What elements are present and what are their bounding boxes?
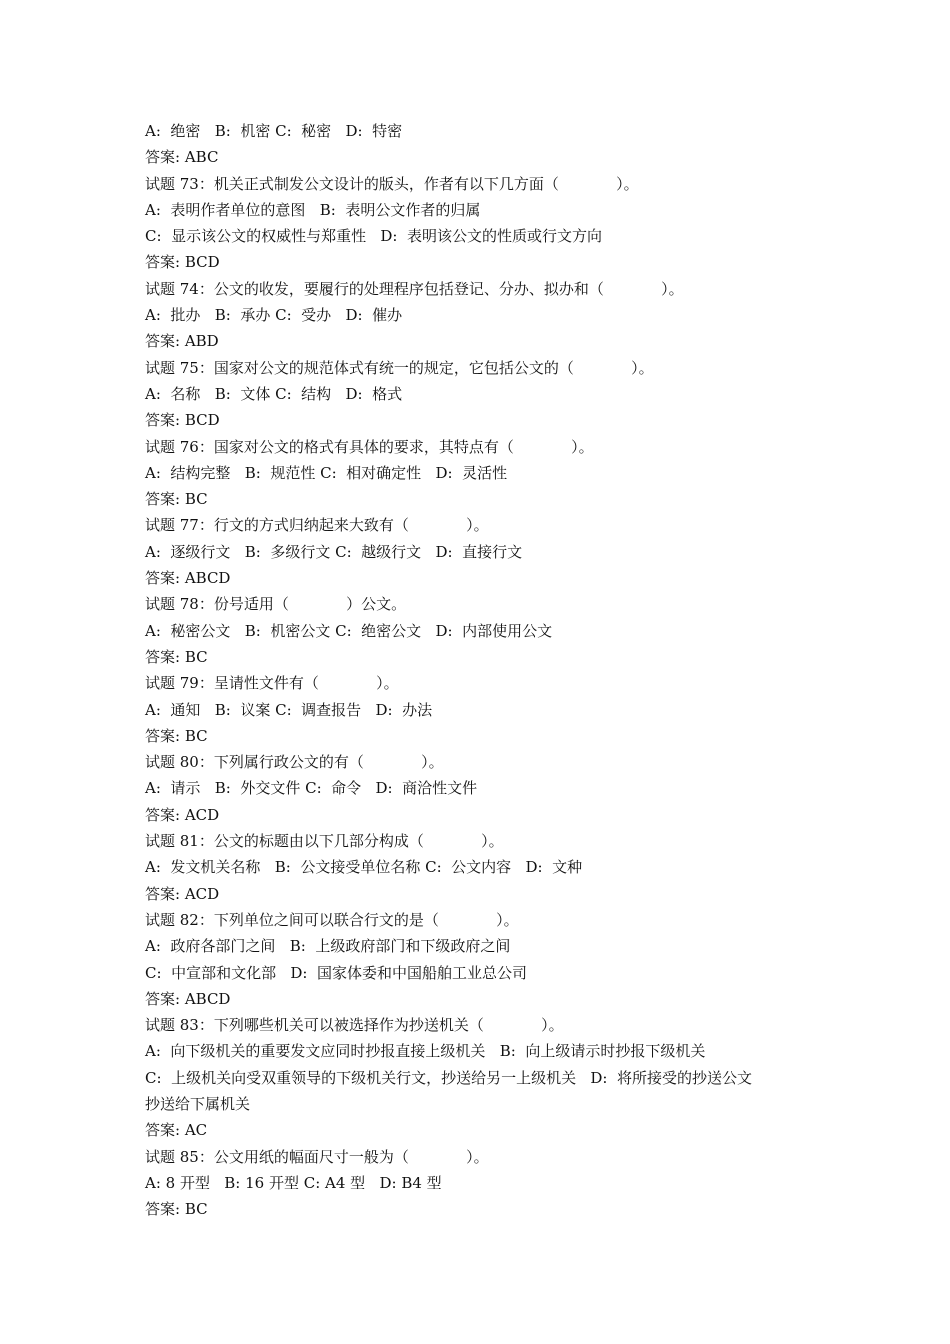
q76-answer: 答案: BC bbox=[145, 490, 208, 509]
q85-options: A: 8 开型 B: 16 开型 C: A4 型 D: B4 型 bbox=[145, 1173, 442, 1192]
q75-options: A: 名称 B: 文体 C: 结构 D: 格式 bbox=[145, 384, 403, 403]
q79-answer: 答案: BC bbox=[145, 726, 208, 745]
q82-options-cd: C: 中宣部和文化部 D: 国家体委和中国船舶工业总公司 bbox=[145, 963, 527, 982]
q74-question: 试题 74：公文的收发，要履行的处理程序包括登记、分办、拟办和（ ）。 bbox=[145, 279, 684, 298]
document-page bbox=[145, 118, 825, 1222]
q81-options: A: 发文机关名称 B: 公文接受单位名称 C: 公文内容 D: 文种 bbox=[145, 858, 583, 877]
q83-answer: 答案: AC bbox=[145, 1121, 208, 1140]
q73-question: 试题 73：机关正式制发公文设计的版头，作者有以下几方面（ ）。 bbox=[145, 174, 639, 193]
q80-options: A: 请示 B: 外交文件 C: 命令 D: 商洽性文件 bbox=[145, 779, 478, 798]
q78-answer: 答案: BC bbox=[145, 647, 208, 666]
q74-options: A: 批办 B: 承办 C: 受办 D: 催办 bbox=[145, 306, 403, 325]
q73-options-cd: C: 显示该公文的权威性与郑重性 D: 表明该公文的性质或行文方向 bbox=[145, 227, 602, 246]
q77-question: 试题 77：行文的方式归纳起来大致有（ ）。 bbox=[145, 516, 489, 535]
q72-answer: 答案: ABC bbox=[145, 148, 219, 167]
q83-options-ab: A: 向下级机关的重要发文应同时抄报直接上级机关 B: 向上级请示时抄报下级机关 bbox=[145, 1042, 706, 1061]
q78-options: A: 秘密公文 B: 机密公文 C: 绝密公文 D: 内部使用公文 bbox=[145, 621, 553, 640]
q83-options-cd: C: 上级机关向受双重领导的下级机关行文，抄送给另一上级机关 D: 将所接受的抄送公文 bbox=[145, 1068, 752, 1087]
q81-question: 试题 81：公文的标题由以下几部分构成（ ）。 bbox=[145, 832, 504, 851]
q76-question: 试题 76：国家对公文的格式有具体的要求，其特点有（ ）。 bbox=[145, 437, 594, 456]
q79-options: A: 通知 B: 议案 C: 调查报告 D: 办法 bbox=[145, 700, 433, 719]
q75-question: 试题 75：国家对公文的规范体式有统一的规定，它包括公文的（ ）。 bbox=[145, 358, 654, 377]
q80-answer: 答案: ACD bbox=[145, 805, 220, 824]
q73-answer: 答案: BCD bbox=[145, 253, 220, 272]
q85-question: 试题 85：公文用纸的幅面尺寸一般为（ ）。 bbox=[145, 1147, 489, 1166]
q82-answer: 答案: ABCD bbox=[145, 989, 231, 1008]
q72-options: A: 绝密 B: 机密 C: 秘密 D: 特密 bbox=[145, 122, 403, 140]
q83-options-cd-cont: 抄送给下属机关 bbox=[145, 1094, 251, 1113]
q73-options-ab: A: 表明作者单位的意图 B: 表明公文作者的归属 bbox=[145, 200, 481, 219]
q77-options: A: 逐级行文 B: 多级行文 C: 越级行文 D: 直接行文 bbox=[145, 542, 523, 561]
q81-answer: 答案: ACD bbox=[145, 884, 220, 903]
q82-question: 试题 82：下列单位之间可以联合行文的是（ ）。 bbox=[145, 910, 519, 929]
q83-question: 试题 83：下列哪些机关可以被选择作为抄送机关（ ）。 bbox=[145, 1016, 564, 1035]
q79-question: 试题 79：呈请性文件有（ ）。 bbox=[145, 674, 399, 693]
q74-answer: 答案: ABD bbox=[145, 332, 219, 351]
q85-answer: 答案: BC bbox=[145, 1200, 208, 1219]
q77-answer: 答案: ABCD bbox=[145, 569, 231, 588]
q78-question: 试题 78：份号适用（ ）公文。 bbox=[145, 595, 407, 614]
q80-question: 试题 80：下列属行政公文的有（ ）。 bbox=[145, 753, 444, 772]
q76-options: A: 结构完整 B: 规范性 C: 相对确定性 D: 灵活性 bbox=[145, 463, 508, 482]
q82-options-ab: A: 政府各部门之间 B: 上级政府部门和下级政府之间 bbox=[145, 937, 511, 956]
q75-answer: 答案: BCD bbox=[145, 411, 220, 430]
